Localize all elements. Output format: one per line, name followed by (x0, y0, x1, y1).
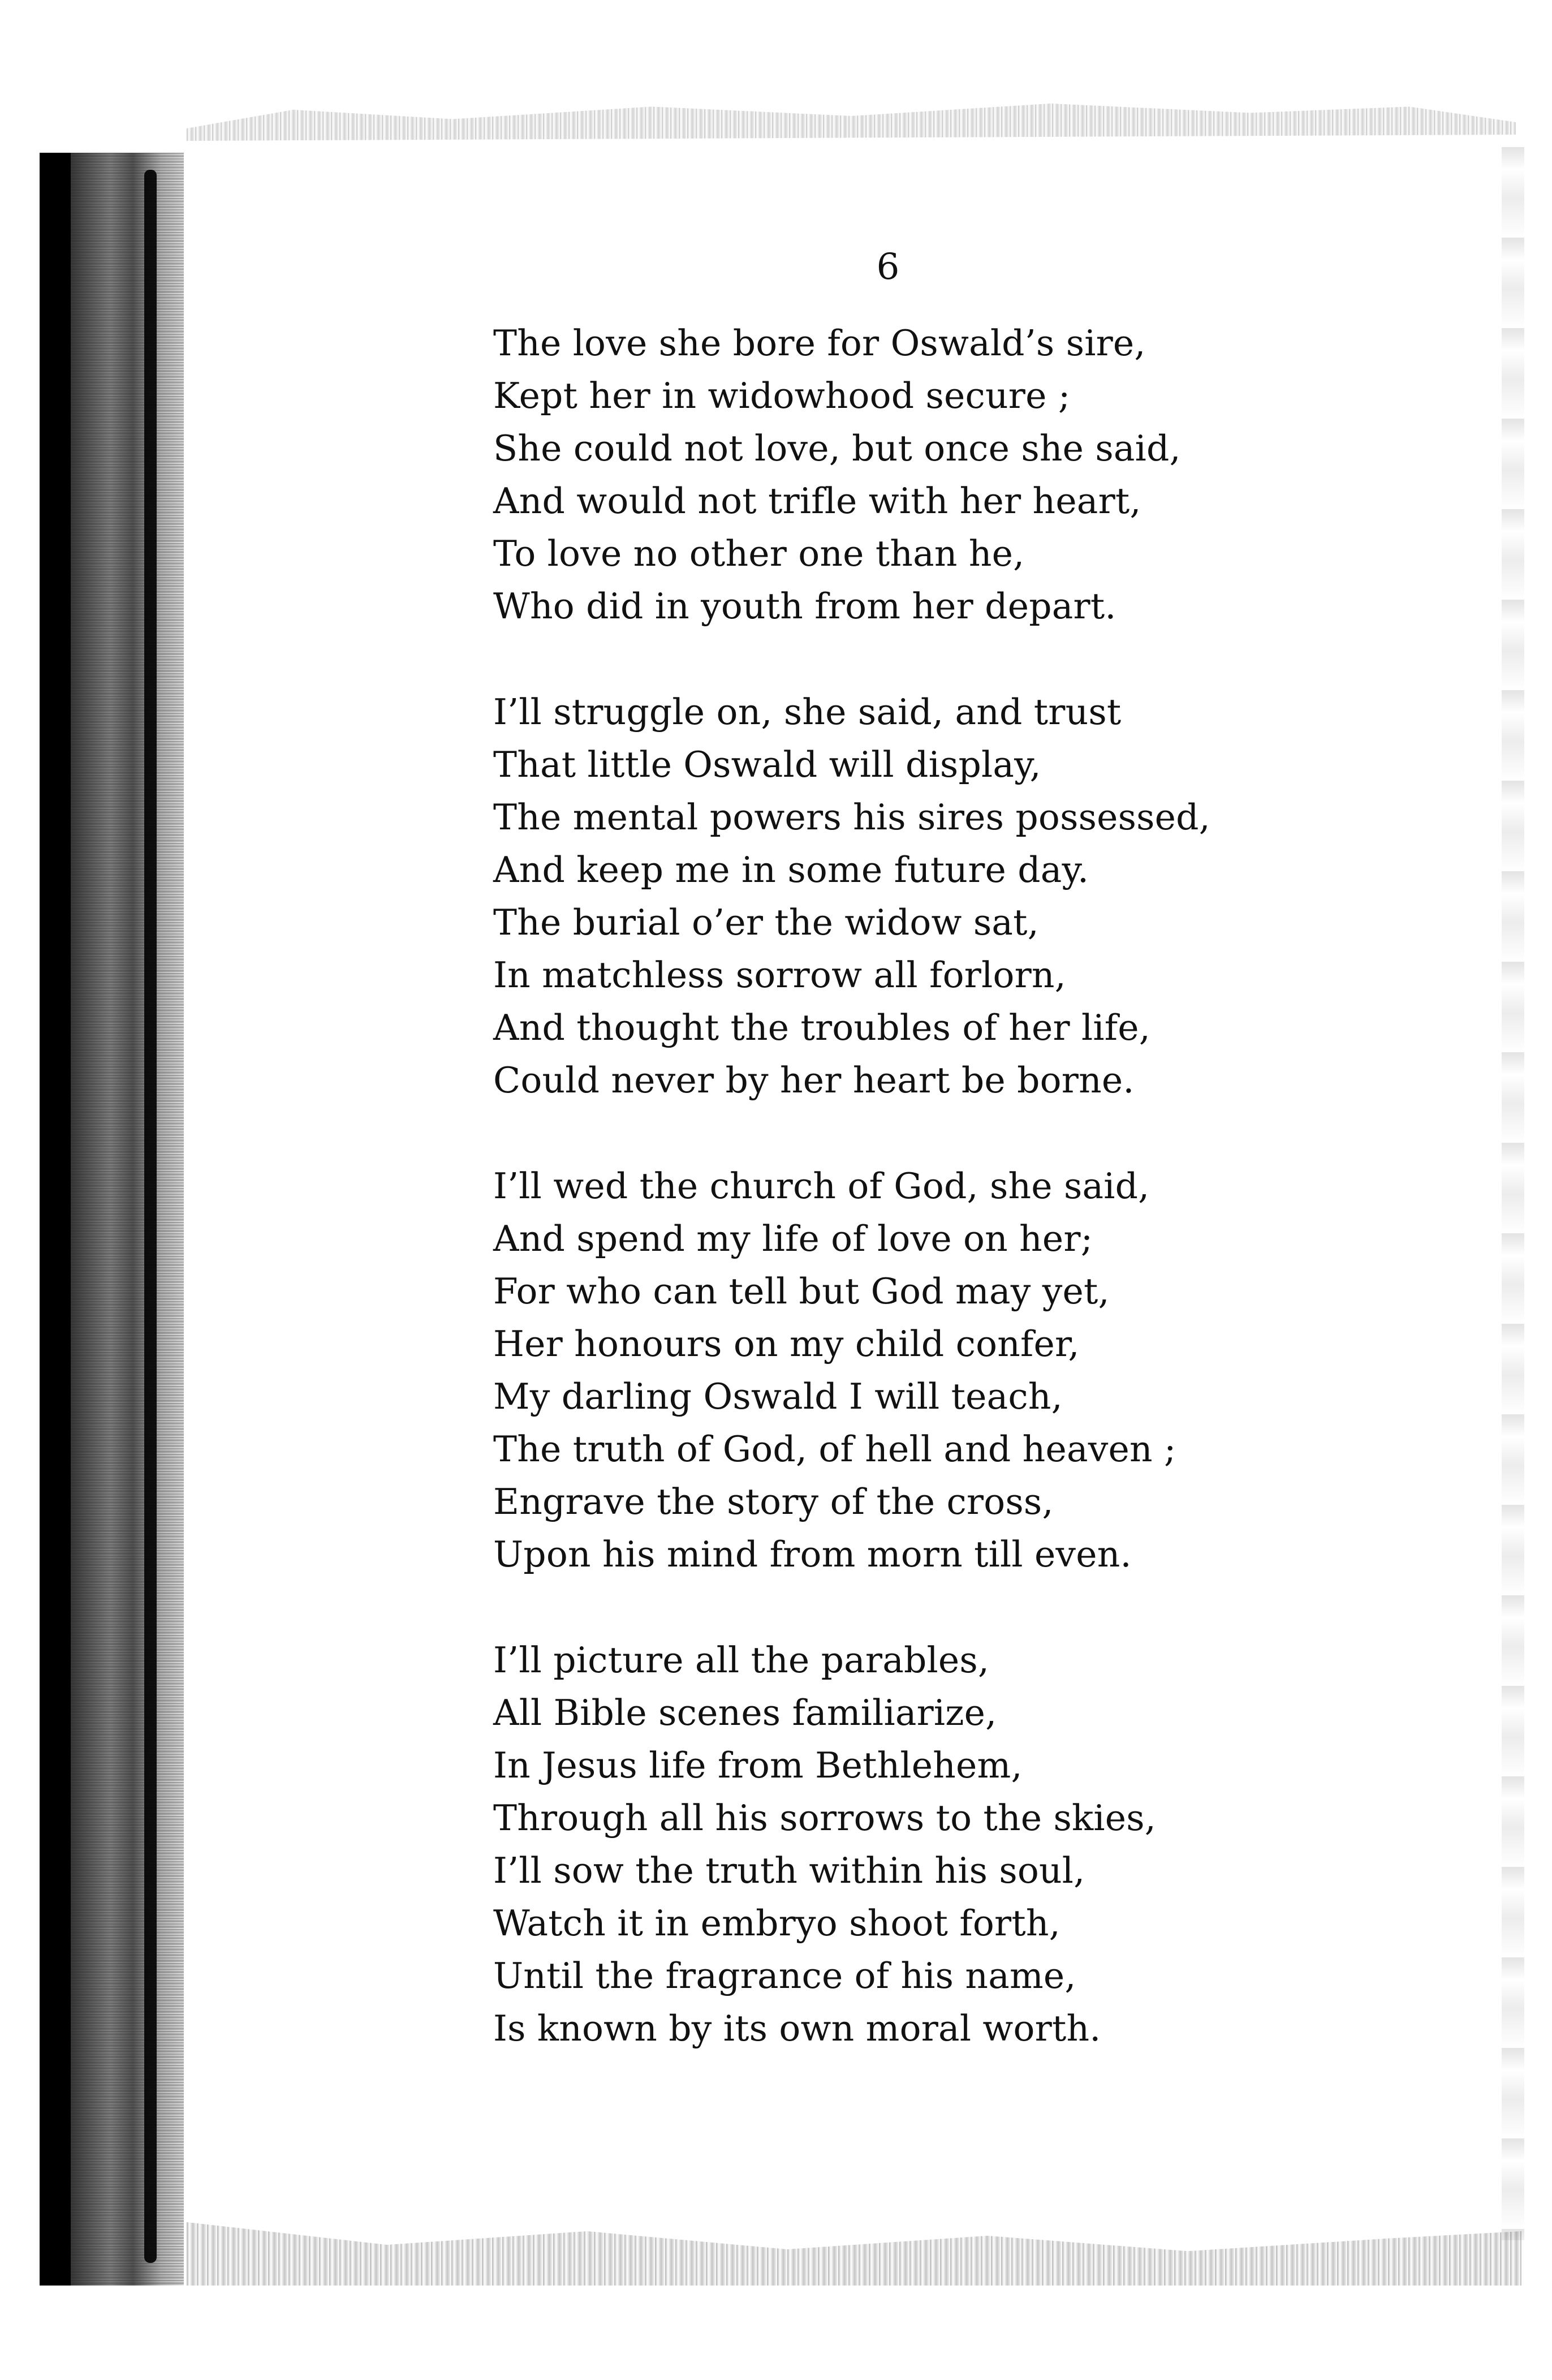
poem-line: Is known by its own moral worth. (493, 2008, 1101, 2049)
poem-line: In matchless sorrow all forlorn, (493, 954, 1066, 996)
poem-line: And would not trifle with her heart, (493, 480, 1141, 522)
poem-line: My darling Oswald I will teach, (493, 1376, 1063, 1417)
stanza-4 (493, 1634, 1398, 2055)
poem-line: The burial o’er the widow sat, (493, 902, 1039, 943)
poem-line: Her honours on my child confer, (493, 1323, 1080, 1365)
poem-line: To love no other one than he, (493, 533, 1025, 574)
binding-speckle (71, 153, 184, 2286)
poem-line: Watch it in embryo shoot forth, (493, 1903, 1060, 1944)
poem-line: Engrave the story of the cross, (493, 1481, 1054, 1522)
poem-line: I’ll wed the church of God, she said, (493, 1165, 1150, 1207)
poem-line: Until the fragrance of his name, (493, 1955, 1076, 1996)
poem-line: The truth of God, of hell and heaven ; (493, 1428, 1176, 1470)
right-edge-noise (1502, 147, 1524, 2240)
binding-shadow (40, 153, 71, 2286)
poem-line: Could never by her heart be borne. (493, 1060, 1135, 1101)
poem-line: For who can tell but God may yet, (493, 1271, 1110, 1312)
poem-line: Through all his sorrows to the skies, (493, 1797, 1156, 1839)
stanza-1 (493, 317, 1398, 632)
stanza-2 (493, 686, 1398, 1107)
poem-line: And spend my life of love on her; (493, 1218, 1093, 1259)
poem-line: And thought the troubles of her life, (493, 1007, 1150, 1048)
poem-line: She could not love, but once she said, (493, 428, 1181, 469)
poem-line: That little Oswald will display, (493, 744, 1041, 785)
poem-line: I’ll sow the truth within his soul, (493, 1850, 1085, 1891)
poem-line: The mental powers his sires possessed, (493, 797, 1210, 838)
poem-line: Who did in youth from her depart. (493, 586, 1116, 627)
poem-line: And keep me in some future day. (493, 849, 1089, 890)
poem-line: Kept her in widowhood secure ; (493, 375, 1071, 416)
poem-body (493, 317, 1398, 2108)
poem-line: Upon his mind from morn till even. (493, 1534, 1132, 1575)
poem-line: I’ll picture all the parables, (493, 1639, 990, 1681)
poem-line: The love she bore for Oswald’s sire, (493, 322, 1146, 364)
top-edge-noise (187, 85, 1516, 147)
poem-line: I’ll struggle on, she said, and trust (493, 691, 1122, 733)
poem-line: In Jesus life from Bethlehem, (493, 1745, 1023, 1786)
binding-stripe (144, 170, 157, 2263)
poem-line: All Bible scenes familiarize, (493, 1692, 997, 1733)
page-number: 6 (876, 246, 900, 288)
bottom-edge-noise (187, 2195, 1521, 2286)
stanza-3 (493, 1160, 1398, 1581)
